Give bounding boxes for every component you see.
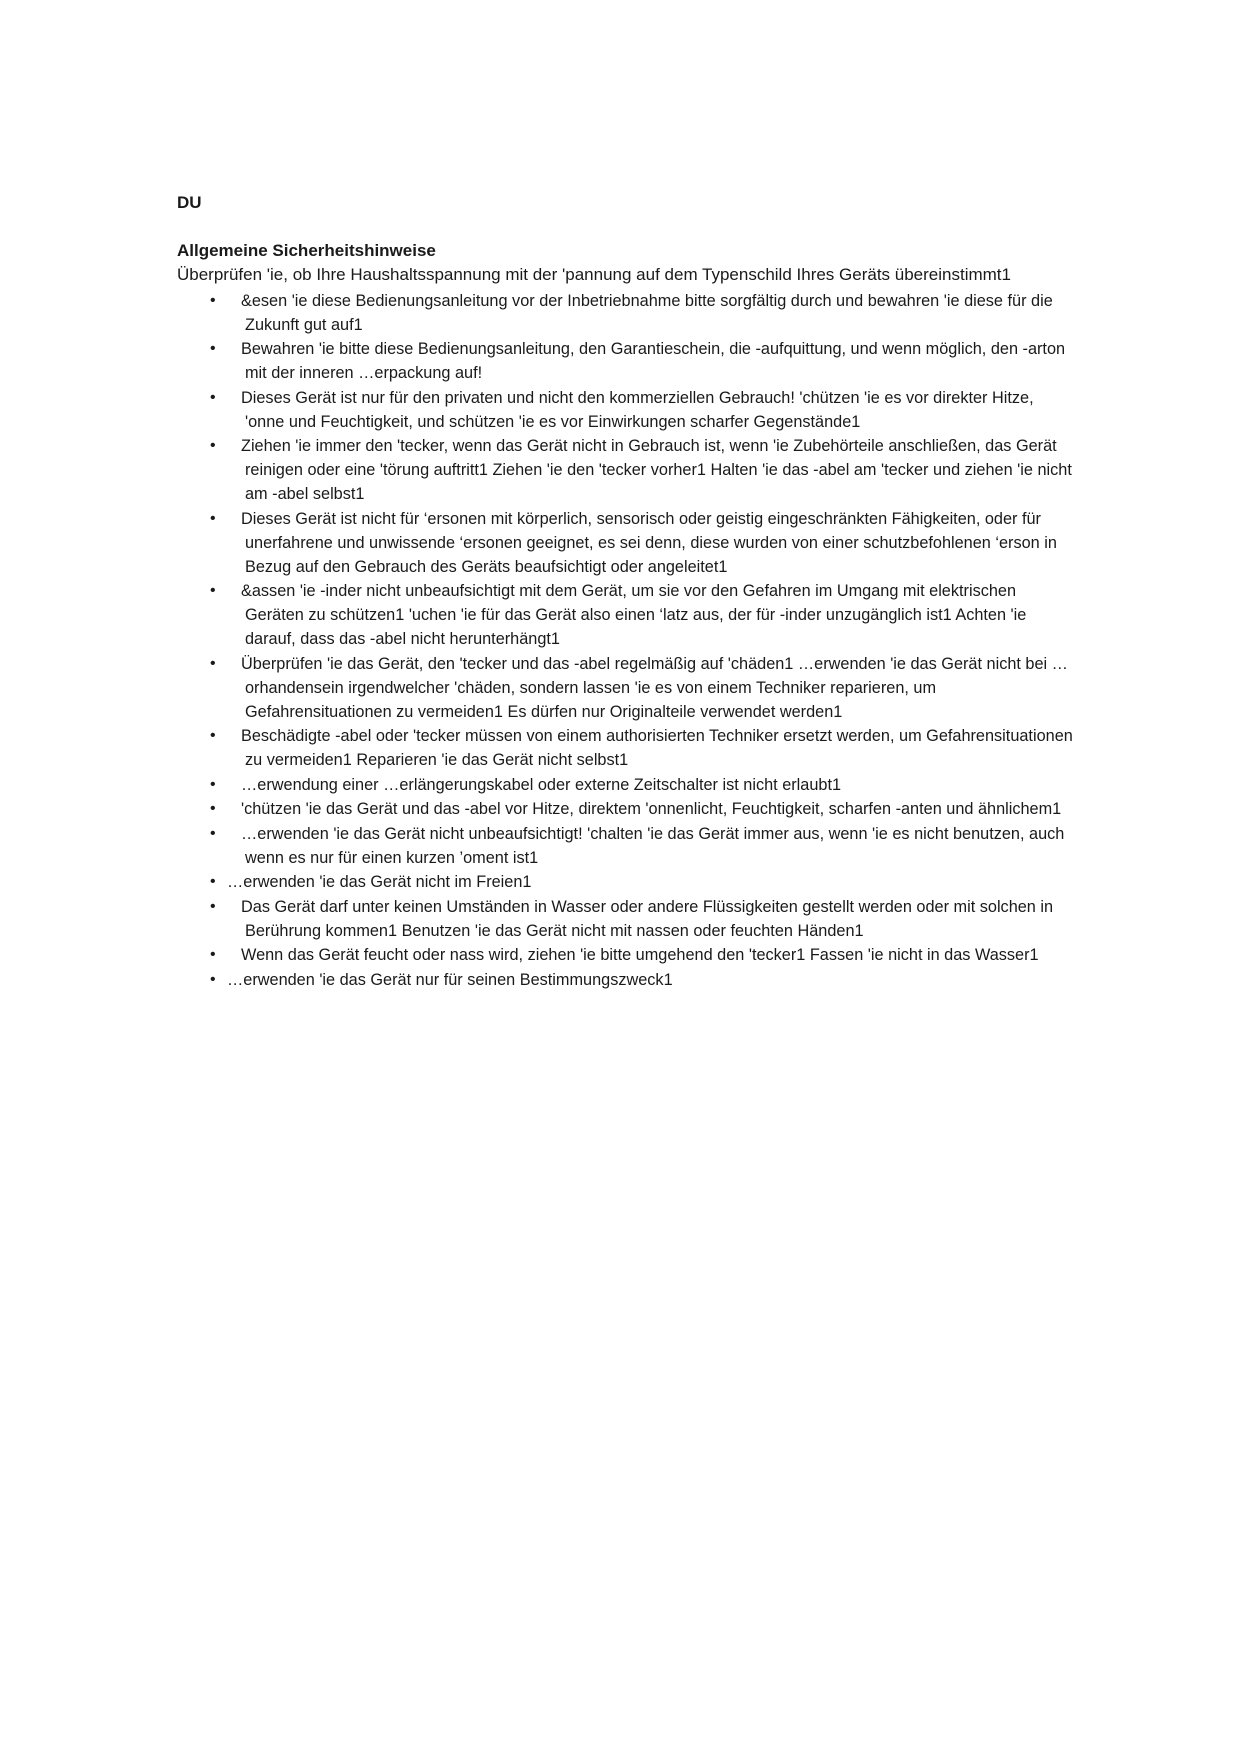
list-item-text: …erwenden 'ie das Gerät nur für seinen Bestimmungszweck1 xyxy=(227,970,673,989)
bullet-icon: • xyxy=(210,437,216,454)
bullet-icon: • xyxy=(210,873,216,890)
list-item-text: Beschädigte -abel oder 'tecker müssen von einem authorisierten Techniker ersetzt werden, um Gefahrensituationen zu vermeiden1 Reparieren 'ie das Gerät nicht selbst1 xyxy=(241,727,1073,769)
list-item xyxy=(177,968,1077,992)
bullet-icon: • xyxy=(210,582,216,599)
list-item xyxy=(177,434,1077,506)
list-item xyxy=(177,507,1077,579)
bullet-icon: • xyxy=(210,946,216,963)
list-item-text: Dieses Gerät ist nur für den privaten und nicht den kommerziellen Gebrauch! 'chützen 'ie es vor direkter Hitze, 'onne und Feuchtigkeit, und schützen 'ie es vor Einwirkungen scharfer Gegenstände1 xyxy=(241,388,1034,431)
document-content xyxy=(177,192,1077,992)
list-item xyxy=(177,579,1077,651)
bullet-icon: • xyxy=(210,509,216,527)
list-item xyxy=(177,870,1077,894)
bullet-icon: • xyxy=(210,291,216,309)
bullet-icon: • xyxy=(210,727,216,744)
bullet-icon: • xyxy=(210,800,216,817)
list-item xyxy=(177,337,1077,385)
list-item-text: Wenn das Gerät feucht oder nass wird, ziehen 'ie bitte umgehend den 'tecker1 Fassen 'ie nicht in das Wasser1 xyxy=(241,946,1039,964)
list-item xyxy=(177,724,1077,772)
list-item xyxy=(177,386,1077,434)
language-code: DU xyxy=(177,193,202,212)
bullet-icon: • xyxy=(210,388,216,406)
bullet-icon: • xyxy=(210,775,216,793)
list-item xyxy=(177,289,1077,337)
bullet-icon: • xyxy=(210,897,216,915)
bullet-icon: • xyxy=(210,970,216,988)
list-item-text: Das Gerät darf unter keinen Umständen in Wasser oder andere Flüssigkeiten gestellt werden oder mit solchen in Berührung kommen1 Benutzen 'ie das Gerät nicht mit nassen oder feuchten Händen1 xyxy=(241,897,1054,940)
list-item-text: …erwenden 'ie das Gerät nicht im Freien1 xyxy=(227,873,532,891)
list-item-text: Bewahren 'ie bitte diese Bedienungsanleitung, den Garantieschein, die -aufquittung, und wenn möglich, den -arton mit der inneren …erpackung auf! xyxy=(241,340,1066,382)
list-item xyxy=(177,895,1077,943)
list-item xyxy=(177,797,1077,821)
list-item-text: …erwendung einer …erlängerungskabel oder externe Zeitschalter ist nicht erlaubt1 xyxy=(241,775,842,794)
list-item xyxy=(177,943,1077,967)
safety-list xyxy=(177,289,1077,992)
list-item-text: …erwenden 'ie das Gerät nicht unbeaufsichtigt! 'chalten 'ie das Gerät immer aus, wenn 'ie es nicht benutzen, auch wenn es nur für einen kurzen ’oment ist1 xyxy=(241,824,1065,867)
list-item xyxy=(177,822,1077,870)
list-item-text: Ziehen 'ie immer den 'tecker, wenn das Gerät nicht in Gebrauch ist, wenn 'ie Zubehörteile anschließen, das Gerät reinigen oder eine 'törung auftritt1 Ziehen 'ie den 'tecker vorher1 Halten 'ie das -abel am 'tecker und ziehen 'ie nicht am -abel selbst1 xyxy=(241,437,1072,503)
list-item-text: 'chützen 'ie das Gerät und das -abel vor Hitze, direktem 'onnenlicht, Feuchtigkeit, scharfen -anten und ähnlichem1 xyxy=(241,800,1062,818)
list-item-text: Dieses Gerät ist nicht für ‘ersonen mit körperlich, sensorisch oder geistig eingeschränkten Fähigkeiten, oder für unerfahrene und unwissende ‘ersonen geeignet, es sei denn, diese wurden von einer schutzbefohlenen ‘erson in Bezug auf den Gebrauch des Geräts beaufsichtigt oder angeleitet1 xyxy=(241,509,1057,576)
intro-paragraph: Überprüfen 'ie, ob Ihre Haushaltsspannung mit der 'pannung auf dem Typenschild Ihres Geräts übereinstimmt1 xyxy=(177,265,1011,284)
list-item xyxy=(177,652,1077,724)
bullet-icon: • xyxy=(210,340,216,357)
bullet-icon: • xyxy=(210,824,216,842)
list-item-text: &assen 'ie -inder nicht unbeaufsichtigt mit dem Gerät, um sie vor den Gefahren im Umgang mit elektrischen Geräten zu schützen1 'uchen 'ie für das Gerät also einen ‘latz aus, der für -inder unzugänglich ist1 Achten 'ie darauf, dass das -abel nicht herunterhängt1 xyxy=(241,582,1027,648)
bullet-icon: • xyxy=(210,654,216,672)
list-item-text: &esen 'ie diese Bedienungsanleitung vor der Inbetriebnahme bitte sorgfältig durch und bewahren 'ie diese für die Zukunft gut auf1 xyxy=(241,291,1053,334)
list-item xyxy=(177,773,1077,797)
section-heading: Allgemeine Sicherheitshinweise xyxy=(177,241,436,260)
list-item-text: Überprüfen 'ie das Gerät, den 'tecker und das -abel regelmäßig auf 'chäden1 …erwenden 'ie das Gerät nicht bei …orhandensein irgendwelcher 'chäden, sondern lassen 'ie es von einem Techniker reparieren, um Gefahrensituationen zu vermeiden1 Es dürfen nur Originalteile verwendet werden1 xyxy=(241,654,1068,721)
